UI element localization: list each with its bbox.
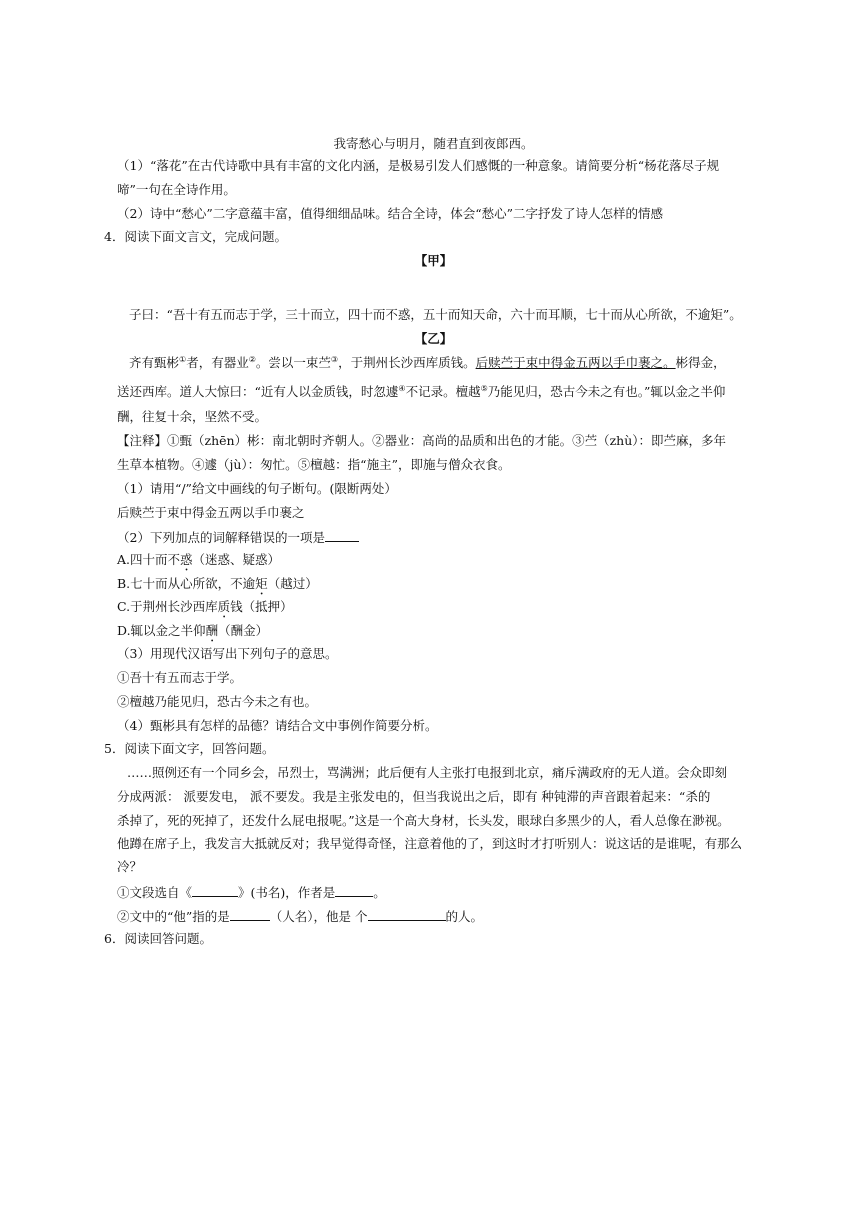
option-d: D.辄以金之半仰酬（酬金） <box>117 623 269 638</box>
q4-jia-label: 【甲】 <box>414 253 453 268</box>
q5-sub2: ②文中的“他”指的是 （人名），他是 个 的人。 <box>117 909 484 924</box>
q3-sub2: （2）诗中“愁心”二字意蕴丰富，值得细细品味。结合全诗，体会“愁心”二字抒发了诗人怎样的情感 <box>117 206 664 221</box>
q5-para-line3: 杀掉了，死的死掉了，还发什么屁电报呢。”这是一个高大身材，长头发，眼球白多黑少的人，看人总像在渺视。 <box>117 813 730 828</box>
author-blank[interactable] <box>335 884 373 897</box>
q5-para-line1: ……照例还有一个同乡会，吊烈士，骂满洲；此后便有人主张打电报到北京，痛斥满政府的无人道。会众即刻 <box>127 765 728 780</box>
person-name-blank[interactable] <box>230 908 270 921</box>
option-c: C.于荆州长沙西库质钱（抵押） <box>117 599 293 614</box>
q4-yi-line3: 酬，往复十余，坚然不受。 <box>117 409 268 424</box>
poem-last-line: 我寄愁心与明月，随君直到夜郎西。 <box>333 136 534 151</box>
q3-sub1-line2: 啼”一句在全诗作用。 <box>117 182 236 197</box>
q5-para-line2: 分成两派： 派要发电， 派不要发。我是主张发电的，但当我说出之后，即有 种钝滞的声音跟着起来：“杀的 <box>117 789 711 804</box>
option-a: A.四十而不惑（迷惑、疑惑） <box>117 552 281 567</box>
q5-sub1: ①文段选自《 》(书名)，作者是 。 <box>117 885 386 900</box>
q4-yi-line2: 送还西库。道人大惊曰：“近有人以金质钱，时忽遽④不记录。檀越⑤乃能见归，恐古今未之有也。”辄以金之半仰 <box>117 383 726 399</box>
q4-jia-text: 子曰：“吾十有五而志于学，三十而立，四十而不惑，五十而知天命，六十而耳顺，七十而从心所欲，不逾矩”。 <box>129 307 742 322</box>
book-name-blank[interactable] <box>192 884 238 897</box>
q4-sub3: （3）用现代汉语写出下列句子的意思。 <box>117 646 338 661</box>
q4-yi-label: 【乙】 <box>414 331 453 346</box>
q4-sub1-sentence: 后赎苎于束中得金五两以手巾裹之 <box>117 505 305 520</box>
q4-sub3-ii: ②檀越乃能见归，恐古今未之有也。 <box>117 694 318 709</box>
q4-sub3-i: ①吾十有五而志于学。 <box>117 670 243 685</box>
q4-notes-line2: 生草本植物。④遽（jù）：匆忙。⑤檀越：指“施主”，即施与僧众衣食。 <box>117 457 511 472</box>
q4-sub2: （2）下列加点的词解释错误的一项是 <box>117 529 359 546</box>
q5-title: 5．阅读下面文字，回答问题。 <box>104 741 275 756</box>
option-b: B.七十而从心所欲，不逾矩（越过） <box>117 576 318 591</box>
q4-notes-line1: 【注释】①甄（zhēn）彬：南北朝时齐朝人。②器业：高尚的品质和出色的才能。③苎（zhù）：即苎麻，多年 <box>117 433 727 448</box>
q4-sub1: （1）请用“/”给文中画线的句子断句。(限断两处） <box>117 481 397 496</box>
underlined-sentence: 后赎苎于束中得金五两以手巾裹之。 <box>475 355 676 370</box>
answer-blank[interactable] <box>325 529 359 542</box>
q3-sub1-line1: （1）“落花”在古代诗歌中具有丰富的文化内涵，是极易引发人们感慨的一种意象。请简要分析“杨花落尽子规 <box>117 158 720 173</box>
q4-title: 4．阅读下面文言文，完成问题。 <box>104 229 287 244</box>
q6-title: 6．阅读回答问题。 <box>104 931 212 946</box>
q5-para-line5: 冷？ <box>117 859 143 874</box>
q4-sub4: （4）甄彬具有怎样的品德？请结合文中事例作简要分析。 <box>117 718 438 733</box>
q4-yi-line1: 齐有甄彬①者，有器业②。尝以一束苎③，于荆州长沙西库质钱。后赎苎于束中得金五两以手巾裹之。彬得金， <box>129 354 726 370</box>
description-blank[interactable] <box>368 908 446 921</box>
q5-para-line4: 他蹲在席子上，我发言大抵就反对；我早觉得奇怪，注意着他的了，到这时才打听别人：说这话的是谁呢，有那么 <box>117 836 743 851</box>
